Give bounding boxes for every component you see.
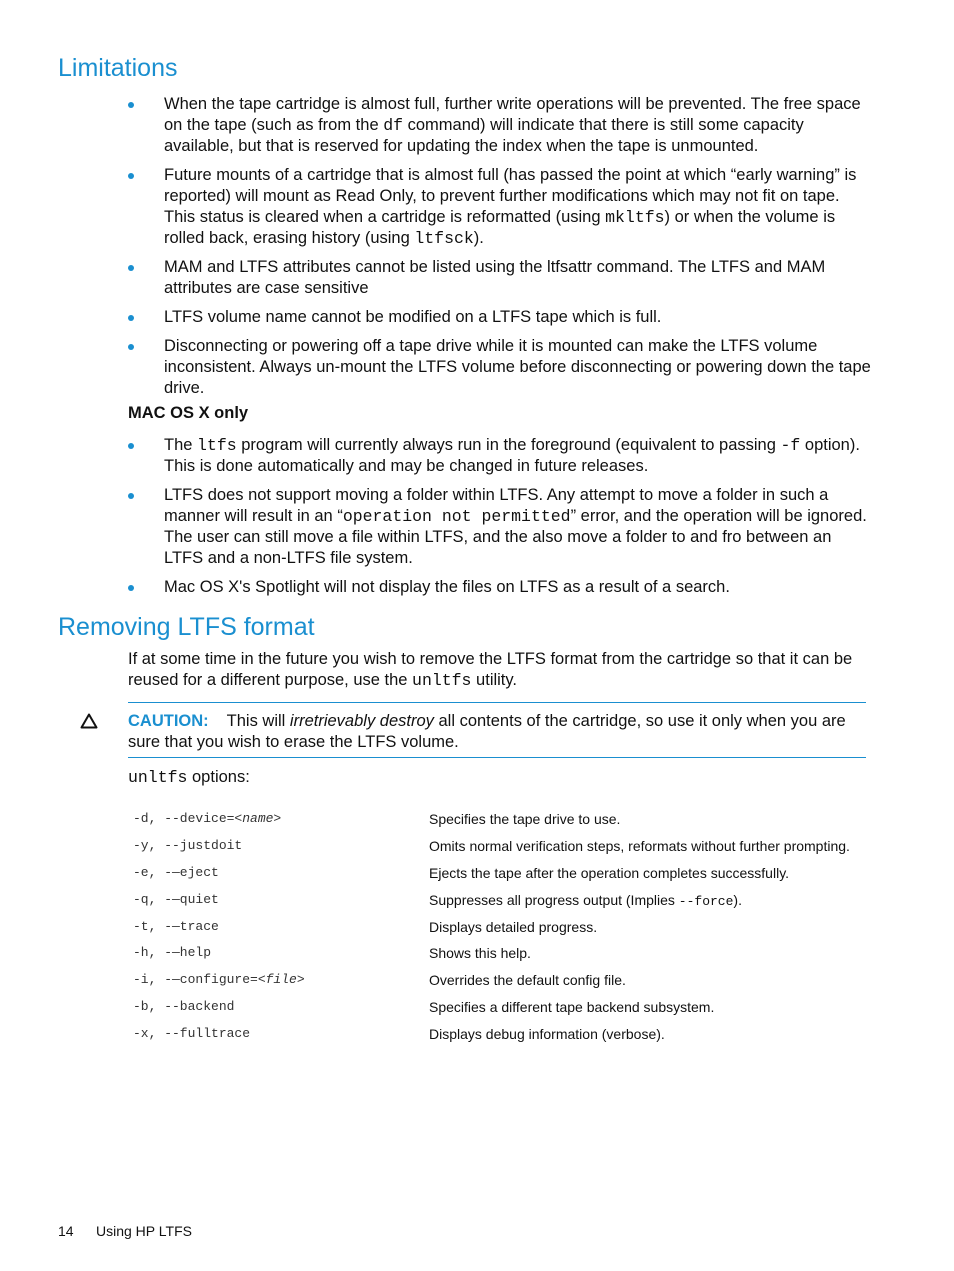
list-item: Disconnecting or powering off a tape drive while it is mounted can make the LTFS volume inconsistent. Always un-mount the LTFS volume before disconnecting or powering down the tape drive. <box>128 336 873 399</box>
bullet-icon <box>128 173 134 179</box>
option-flag: -y, --justdoit <box>133 838 243 853</box>
table-row <box>133 945 873 965</box>
list-item: When the tape cartridge is almost full, further write operations will be prevented. The free space on the tape (such as from the df command) will indicate that there is still some capacity available, but that is reserved for updating the index when the tape is unmounted. <box>128 94 873 157</box>
option-flag: -h, -—help <box>133 945 212 960</box>
mac-os-list <box>128 435 873 606</box>
mac-os-heading: MAC OS X only <box>128 404 249 422</box>
option-description: Specifies the tape drive to use. <box>429 811 621 827</box>
table-row <box>133 919 873 939</box>
footer-section-title: Using HP LTFS <box>96 1223 192 1239</box>
list-item: Mac OS X's Spotlight will not display the files on LTFS as a result of a search. <box>128 577 873 598</box>
bullet-icon <box>128 102 134 108</box>
bullet-icon <box>128 493 134 499</box>
table-row <box>133 838 873 858</box>
caution-label: CAUTION: <box>128 712 209 730</box>
option-description: Omits normal verification steps, reformats without further prompting. <box>429 838 850 854</box>
page-number: 14 <box>58 1223 74 1239</box>
option-description: Overrides the default config file. <box>429 972 626 988</box>
option-description: Displays debug information (verbose). <box>429 1026 665 1042</box>
bullet-icon <box>128 265 134 271</box>
option-description: Shows this help. <box>429 945 531 961</box>
option-flag: -t, -—trace <box>133 919 219 934</box>
list-item: MAM and LTFS attributes cannot be listed using the ltfsattr command. The LTFS and MAM attributes are case sensitive <box>128 257 873 299</box>
table-row <box>133 892 873 912</box>
table-row <box>133 811 873 831</box>
option-flag: -q, -—quiet <box>133 892 219 907</box>
table-row <box>133 972 873 992</box>
removing-intro: If at some time in the future you wish to remove the LTFS format from the cartridge so that it can be reused for a different purpose, use the unltfs utility. <box>128 650 853 690</box>
list-item: The ltfs program will currently always run in the foreground (equivalent to passing -f option). This is done automatically and may be changed in future releases. <box>128 435 873 477</box>
removing-heading: Removing LTFS format <box>58 613 315 641</box>
option-flag: -e, -—eject <box>133 865 219 880</box>
option-flag: -x, --fulltrace <box>133 1026 251 1041</box>
list-item: Future mounts of a cartridge that is almost full (has passed the point at which “early warning” is reported) will mount as Read Only, to prevent further modifications which may not fit on tape. This status is cleared when a cartridge is reformatted (using mkltfs) or when the volume is rolled back, erasing history (using ltfsck). <box>128 165 873 249</box>
option-description: Specifies a different tape backend subsystem. <box>429 999 715 1015</box>
list-item: LTFS volume name cannot be modified on a LTFS tape which is full. <box>128 307 873 328</box>
options-label: unltfs options: <box>128 768 250 787</box>
caution-text: CAUTION: This will irretrievably destroy all contents of the cartridge, so use it only when you are sure that you wish to erase the LTFS volume. <box>128 712 846 751</box>
limitations-list <box>128 94 873 407</box>
bullet-icon <box>128 585 134 591</box>
limitations-heading: Limitations <box>58 54 178 82</box>
warning-triangle-icon <box>80 713 98 729</box>
table-row <box>133 999 873 1019</box>
bullet-icon <box>128 443 134 449</box>
option-description: Displays detailed progress. <box>429 919 598 935</box>
table-row <box>133 1026 873 1046</box>
caution-box <box>128 702 866 758</box>
bullet-icon <box>128 315 134 321</box>
option-flag: -b, --backend <box>133 999 235 1014</box>
option-flag: -i, -—configure=<file> <box>133 972 305 987</box>
list-item: LTFS does not support moving a folder within LTFS. Any attempt to move a folder in such a manner will result in an “operation not permitted” error, and the operation will be ignored. The user can still move a file within LTFS, and the also move a folder to and fro between an LTFS and a non-LTFS file system. <box>128 485 873 569</box>
option-description: Suppresses all progress output (Implies --force). <box>429 892 742 909</box>
option-flag: -d, --device=<name> <box>133 811 282 826</box>
option-description: Ejects the tape after the operation completes successfully. <box>429 865 790 881</box>
bullet-icon <box>128 344 134 350</box>
table-row <box>133 865 873 885</box>
